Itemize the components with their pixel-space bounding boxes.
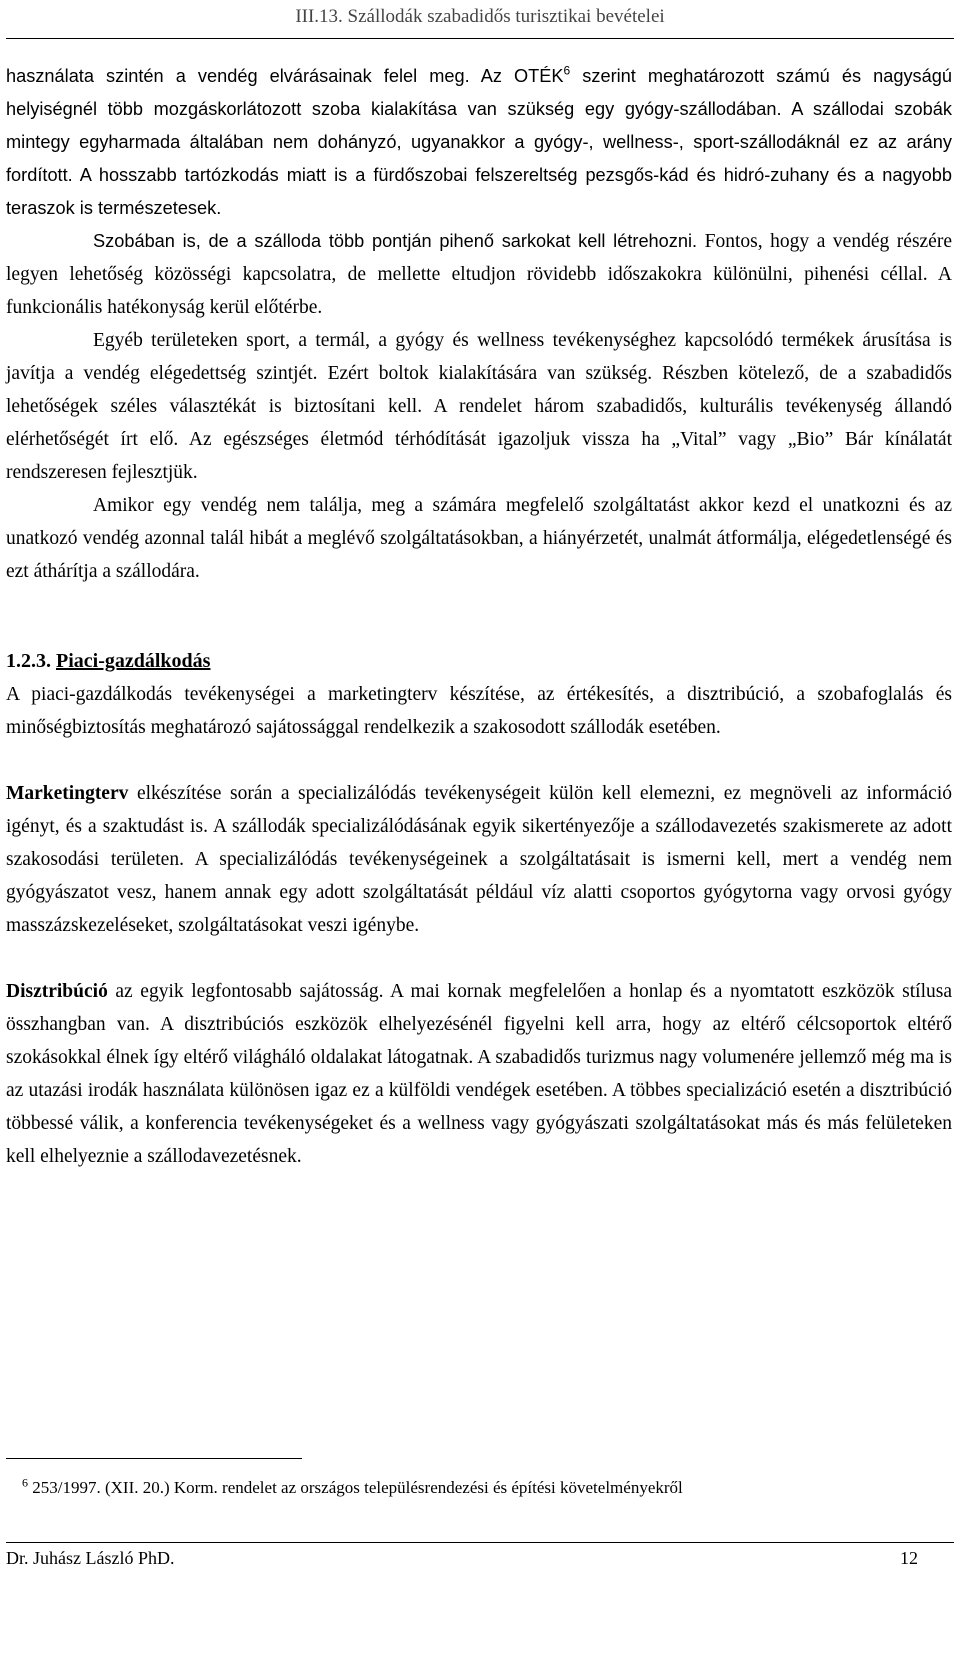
footer-author: Dr. Juhász László PhD. [6,1548,175,1568]
footnote-ref[interactable]: 6 [563,63,571,78]
paragraph-1 [6,60,952,225]
text-run: A rendelet három szabadidős, kulturális tevékenység állandó elérhetőségét írt elő. Az egészséges életmód térhódítását igazoljuk vissza ha „Vital” vagy „Bio” Bár kínálatát rendszeresen fejlesztjük. [6,396,952,483]
footer-divider [6,1542,954,1543]
text-run: használata szintén a vendég elvárásainak felel meg. Az OTÉK [6,66,564,86]
text-run: elkészítése során a specializálódás tevékenységeit külön kell elemezni, ez megnöveli az információ igényt, és a szaktudást is. A szállodák specializálódásának egyik sikertényezője a szállodavezetés szakismerete az adott szakosodási területen. A specializálódás tevékenységeinek a szolgáltatásait is ismerni kell, mert a vendég nem gyógyászatot vesz, hanem annak egy adott szolgáltatását például víz alatti csoportos gyógytorna vagy orvosi gyógy masszázskezeléseket, szolgáltatásokat veszi igénybe. [6,783,952,936]
text-run: szerint meghatározott számú és nagyságú helyiségnél több mozgáskorlátozott szoba kialakítása van szükség egy gyógy-szállodában. [6,66,952,119]
text-run: Egyéb területeken sport, a termál, a gyógy és wellness tevékenységhez kapcsolódó termékek árusítása is javítja a vendég elégedettség szintjét. Ezért boltok kialakítására van szükség. Részben kötelező, de a szabadidős lehetőségek széles választékát is biztosítani kell. [6,330,952,417]
text-run: Fontos, hogy a vendég részére legyen lehetőség közösségi kapcsolatra, de mellette eltudjon rövidebb időszakokra különülni, pihenési céllal. A funkcionális hatékonyság kerül előtérbe. [6,231,952,318]
footnote-divider [6,1458,302,1459]
paragraph-3 [6,324,952,489]
footnote-text: 253/1997. (XII. 20.) Korm. rendelet az országos településrendezési és építési követelményekről [28,1478,683,1497]
paragraph-6 [6,777,952,942]
section-number: 1.2.3. [6,650,51,672]
header-divider [6,38,954,39]
body-text [6,60,952,1173]
paragraph-5: A piaci-gazdálkodás tevékenységei a marketingterv készítése, az értékesítés, a disztribúció, a szobafoglalás és minőségbiztosítás meghatározó sajátossággal rendelkezik a szakosodott szállodák esetében. [6,684,952,738]
term-disztribucio: Disztribúció [6,981,108,1002]
paragraph-4: Amikor egy vendég nem találja, meg a számára megfelelő szolgáltatást akkor kezd el unatkozni és az unatkozó vendég azonnal talál hibát a meglévő szolgáltatásokban, a hiányérzetét, unalmát átformálja, elégedetlenségé és ezt áthárítja a szállodára. [6,495,952,582]
page-number: 12 [900,1548,918,1568]
footnote [22,1475,952,1498]
running-header: III.13. Szállodák szabadidős turisztikai bevételei [295,6,665,27]
term-marketingterv: Marketingterv [6,783,129,804]
text-run: az egyik legfontosabb sajátosság. A mai kornak megfelelően a honlap és a nyomtatott eszközök stílusa összhangban van. A disztribúciós eszközök elhelyezésénél figyelni kell arra, hogy az eltérő célcsoportok eltérő szokásokkal élnek így eltérő világháló oldalakat látogatnak. A szabadidős turizmus nagy volumenére jellemző még ma is az utazási irodák használata különösen igaz ez a külföldi vendégek esetében. A többes specializáció esetén a disztribúció többessé válik, a konferencia tevékenységeket és a wellness vagy gyógyászati szolgáltatásokat más és más felületeken kell elhelyeznie a szállodavezetésnek. [6,981,952,1167]
paragraph-2 [6,225,952,324]
section-title: Piaci-gazdálkodás [56,650,211,672]
paragraph-7 [6,975,952,1173]
footnote-marker: 6 [22,1475,28,1490]
text-run: Szobában is, de a szálloda több pontján pihenő sarkokat kell létrehozni. [93,231,698,251]
section-heading [6,645,952,678]
text-run: A szállodai szobák mintegy egyharmada általában nem dohányzó, ugyanakkor a gyógy-, wellness-, sport-szállodáknál ez az arány fordított. A hosszabb tartózkodás miatt is a fürdőszobai felszereltség pezsgős-kád és hidró-zuhany és a nagyobb teraszok is természetesek. [6,99,952,218]
